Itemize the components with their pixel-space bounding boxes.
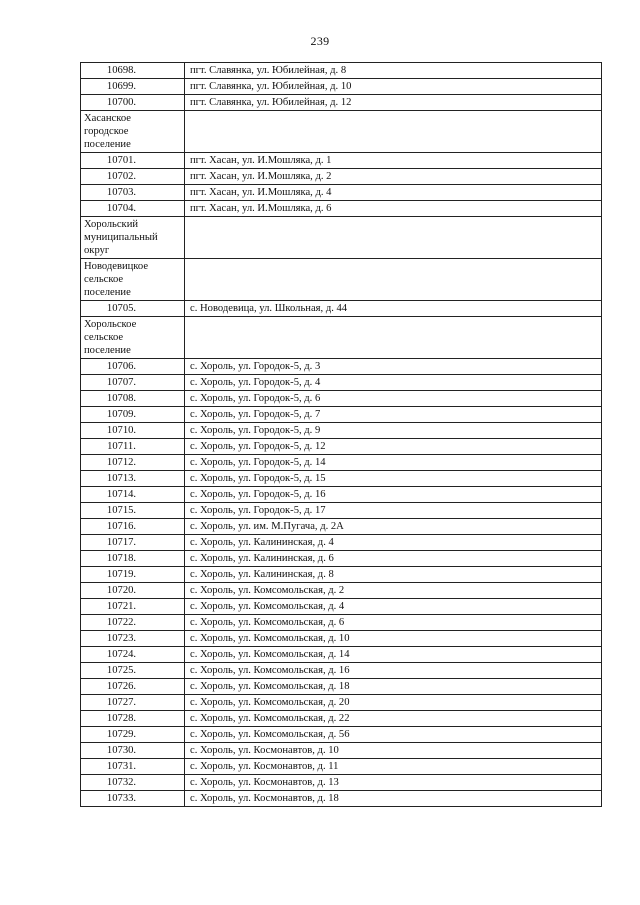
table-row [81,551,602,567]
section-label [81,317,185,359]
row-number: 10706. [81,359,185,375]
row-address: с. Хороль, ул. Городок-5, д. 15 [185,471,602,487]
row-address: пгт. Славянка, ул. Юбилейная, д. 12 [185,95,602,111]
table-row [81,95,602,111]
address-registry-table [80,62,602,807]
row-number: 10712. [81,455,185,471]
section-empty-cell [185,111,602,153]
section-empty-cell [185,217,602,259]
row-address: с. Хороль, ул. Городок-5, д. 9 [185,423,602,439]
row-address: с. Хороль, ул. Космонавтов, д. 11 [185,759,602,775]
section-empty-cell [185,259,602,301]
row-address: с. Хороль, ул. Городок-5, д. 3 [185,359,602,375]
table-row [81,711,602,727]
row-address: с. Хороль, ул. Городок-5, д. 12 [185,439,602,455]
row-address: с. Хороль, ул. Комсомольская, д. 6 [185,615,602,631]
row-address: пгт. Хасан, ул. И.Мошляка, д. 2 [185,169,602,185]
row-number: 10701. [81,153,185,169]
section-label-line: Новодевицкое [84,261,149,272]
table-row [81,169,602,185]
section-header-row [81,317,602,359]
row-number: 10729. [81,727,185,743]
row-address: с. Хороль, ул. Космонавтов, д. 13 [185,775,602,791]
row-address: с. Хороль, ул. Калининская, д. 4 [185,535,602,551]
row-address: пгт. Хасан, ул. И.Мошляка, д. 4 [185,185,602,201]
row-number: 10714. [81,487,185,503]
row-number: 10717. [81,535,185,551]
row-number: 10709. [81,407,185,423]
table-row [81,567,602,583]
row-address: с. Хороль, ул. Городок-5, д. 4 [185,375,602,391]
section-label-line: муниципальный [84,232,158,243]
row-address: с. Хороль, ул. Комсомольская, д. 4 [185,599,602,615]
table-row [81,63,602,79]
section-label-line: Хасанское [84,113,131,124]
row-number: 10728. [81,711,185,727]
row-number: 10724. [81,647,185,663]
row-address: пгт. Славянка, ул. Юбилейная, д. 8 [185,63,602,79]
section-header-row [81,111,602,153]
row-number: 10710. [81,423,185,439]
table-row [81,519,602,535]
row-address: пгт. Славянка, ул. Юбилейная, д. 10 [185,79,602,95]
row-address: с. Хороль, ул. Городок-5, д. 6 [185,391,602,407]
section-label-line: Хорольский [84,219,139,230]
table-row [81,759,602,775]
table-row [81,583,602,599]
table-row [81,301,602,317]
table-row [81,359,602,375]
row-number: 10699. [81,79,185,95]
table-row [81,79,602,95]
table-row [81,391,602,407]
row-number: 10722. [81,615,185,631]
row-number: 10723. [81,631,185,647]
section-label-line: поселение [84,345,131,356]
section-label [81,111,185,153]
section-label-line: округ [84,245,110,256]
row-address: с. Хороль, ул. Городок-5, д. 17 [185,503,602,519]
row-address: с. Хороль, ул. Космонавтов, д. 10 [185,743,602,759]
table-row [81,185,602,201]
row-address: с. Хороль, ул. Комсомольская, д. 20 [185,695,602,711]
row-address: с. Хороль, ул. Комсомольская, д. 14 [185,647,602,663]
table-row [81,631,602,647]
row-number: 10713. [81,471,185,487]
row-address: с. Новодевица, ул. Школьная, д. 44 [185,301,602,317]
row-number: 10727. [81,695,185,711]
section-label-line: Хорольское [84,319,137,330]
section-label-line: сельское [84,274,124,285]
row-number: 10719. [81,567,185,583]
table-row [81,407,602,423]
table-row [81,599,602,615]
table-row [81,471,602,487]
row-address: пгт. Хасан, ул. И.Мошляка, д. 1 [185,153,602,169]
table-row [81,535,602,551]
row-address: с. Хороль, ул. Комсомольская, д. 56 [185,727,602,743]
row-address: с. Хороль, ул. Калининская, д. 6 [185,551,602,567]
row-address: с. Хороль, ул. Городок-5, д. 16 [185,487,602,503]
table-row [81,503,602,519]
row-number: 10716. [81,519,185,535]
section-empty-cell [185,317,602,359]
row-address: с. Хороль, ул. Комсомольская, д. 22 [185,711,602,727]
section-header-row [81,217,602,259]
row-address: пгт. Хасан, ул. И.Мошляка, д. 6 [185,201,602,217]
row-number: 10731. [81,759,185,775]
section-header-row [81,259,602,301]
row-number: 10718. [81,551,185,567]
row-number: 10720. [81,583,185,599]
table-row [81,375,602,391]
table-row [81,663,602,679]
row-number: 10730. [81,743,185,759]
table-row [81,439,602,455]
table-row [81,791,602,807]
section-label-line: сельское [84,332,124,343]
row-number: 10726. [81,679,185,695]
row-number: 10715. [81,503,185,519]
row-number: 10702. [81,169,185,185]
table-row [81,455,602,471]
table-row [81,647,602,663]
row-address: с. Хороль, ул. Комсомольская, д. 2 [185,583,602,599]
row-number: 10732. [81,775,185,791]
row-address: с. Хороль, ул. Комсомольская, д. 10 [185,631,602,647]
table-row [81,695,602,711]
page-number: 239 [310,34,330,48]
table-row [81,153,602,169]
section-label-line: городское [84,126,129,137]
row-number: 10711. [81,439,185,455]
section-label-line: поселение [84,139,131,150]
row-number: 10698. [81,63,185,79]
row-number: 10703. [81,185,185,201]
section-label [81,217,185,259]
table-row [81,423,602,439]
table-row [81,679,602,695]
row-number: 10725. [81,663,185,679]
table-row [81,201,602,217]
table-row [81,487,602,503]
table-row [81,743,602,759]
row-address: с. Хороль, ул. Комсомольская, д. 16 [185,663,602,679]
row-address: с. Хороль, ул. Городок-5, д. 7 [185,407,602,423]
row-address: с. Хороль, ул. Комсомольская, д. 18 [185,679,602,695]
row-address: с. Хороль, ул. им. М.Пугача, д. 2А [185,519,602,535]
section-label-line: поселение [84,287,131,298]
row-address: с. Хороль, ул. Городок-5, д. 14 [185,455,602,471]
row-number: 10704. [81,201,185,217]
registry-body [81,63,602,807]
row-number: 10707. [81,375,185,391]
table-row [81,775,602,791]
table-row [81,615,602,631]
row-number: 10733. [81,791,185,807]
row-address: с. Хороль, ул. Калининская, д. 8 [185,567,602,583]
row-number: 10721. [81,599,185,615]
row-address: с. Хороль, ул. Космонавтов, д. 18 [185,791,602,807]
row-number: 10705. [81,301,185,317]
row-number: 10700. [81,95,185,111]
row-number: 10708. [81,391,185,407]
section-label [81,259,185,301]
table-row [81,727,602,743]
